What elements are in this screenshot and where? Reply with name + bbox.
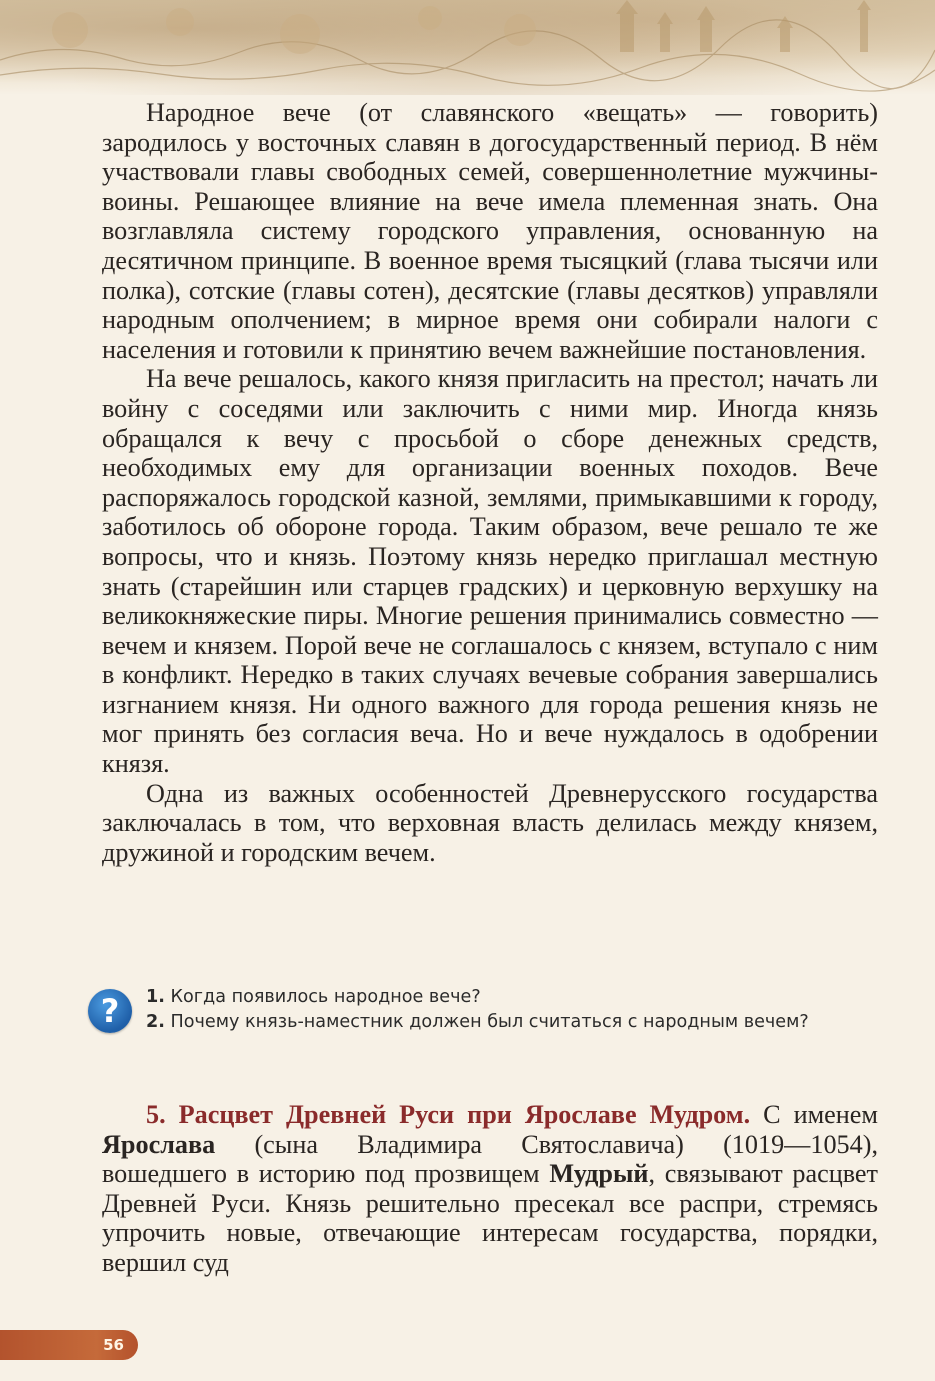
section-text-3: , связывают расцвет Древней Руси. Князь решительно пресекал все распри, стремясь упрочить новые, отвечающие интересам государства, порядки, вершил суд	[102, 1159, 878, 1277]
paragraph-3: Одна из важных особенностей Древнерусского государства заключалась в том, что верховная власть делилась между князем, дружиной и городским вечем.	[102, 778, 878, 867]
question-item-1	[146, 985, 878, 1010]
section-text-1: С именем	[763, 1100, 879, 1129]
main-text	[102, 98, 878, 867]
question-number: 2.	[146, 1012, 165, 1032]
section-5	[102, 1100, 878, 1278]
question-mark-icon: ?	[88, 989, 132, 1033]
term-yaroslav: Ярослава	[102, 1129, 216, 1159]
question-number: 1.	[146, 987, 165, 1007]
question-text: Почему князь-наместник должен был считаться с народным вечем?	[170, 1012, 809, 1032]
section-title: 5. Расцвет Древней Руси при Ярославе Мудром.	[146, 1100, 751, 1129]
page-number: 56	[103, 1336, 124, 1354]
question-item-2	[146, 1010, 878, 1035]
question-text: Когда появилось народное вече?	[170, 987, 481, 1007]
section-text-2: (сына Владимира Святославича) (1019—1054), вошедшего в историю под прозвищем	[102, 1129, 879, 1189]
question-list	[146, 985, 878, 1035]
ornament-illustration	[0, 0, 935, 95]
paragraph-1: Народное вече (от славянского «вещать» — говорить) зародилось у восточных славян в догосударственный период. В нём участвовали главы свободных семей, совершеннолетние мужчины-воины. Решающее влияние на вече имела племенная знать. Она возглавляла систему городского управления, основанную на десятичном принципе. В военное время тысяцкий (глава тысячи или полка), сотские (главы сотен), десятские (главы десятков) управляли народным ополчением; в мирное время они собирали налоги с населения и готовили к принятию вечем важнейшие постановления.	[102, 98, 878, 364]
paragraph-2: На вече решалось, какого князя пригласить на престол; начать ли войну с соседями или заключить с ними мир. Иногда князь обращался к вечу с просьбой о сборе денежных средств, необходимых ему для организации военных походов. Вече распоряжалось городской казной, землями, примыкавшими к городу, заботилось об обороне города. Таким образом, вече решало те же вопросы, что и князь. Поэтому князь нередко приглашал местную знать (старейшин или старцев градских) и церковную верхушку на великокняжеские пиры. Многие решения принимались совместно — вечем и князем. Порой вече не соглашалось с князем, вступало с ним в конфликт. Нередко в таких случаях вечевые собрания завершались изгнанием князя. Ни одного важного для города решения князь не мог принять без согласия веча. Но и вече нуждалось в одобрении князя.	[102, 364, 878, 779]
decorative-header-banner	[0, 0, 935, 95]
section-paragraph	[102, 1100, 878, 1278]
term-mudry: Мудрый	[549, 1159, 649, 1189]
page-number-tab	[0, 1330, 138, 1360]
